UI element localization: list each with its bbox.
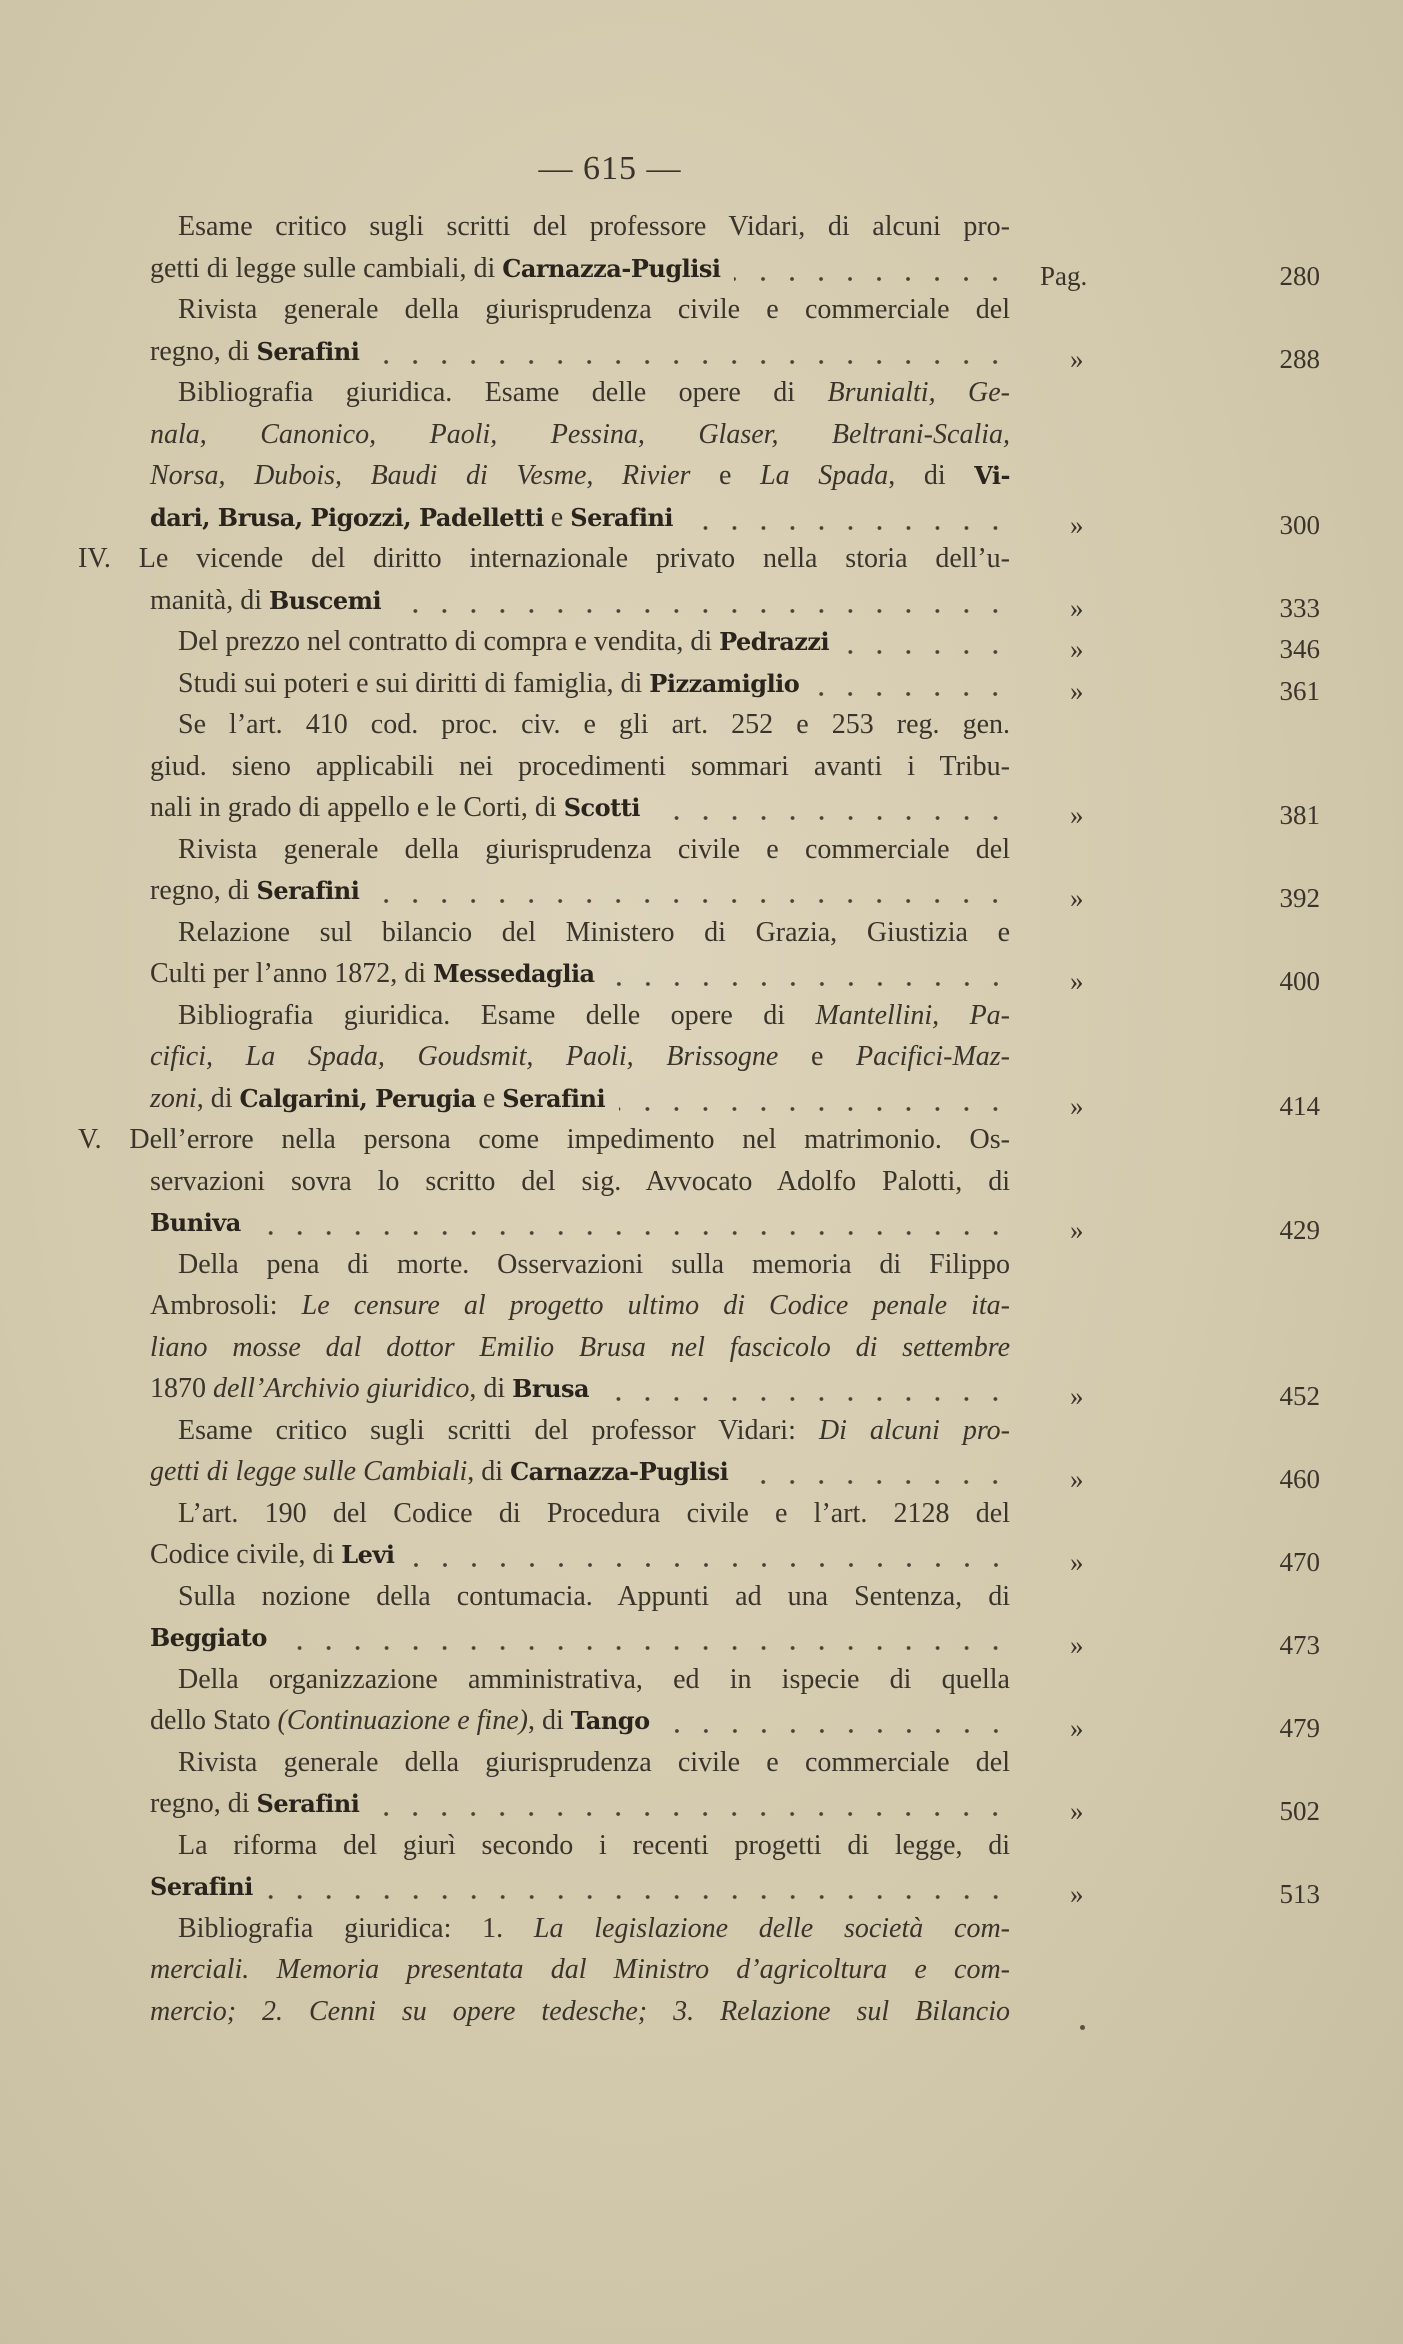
text-segment: IV. Le vicende del diritto internazionale privato nella storia dell’u-	[78, 543, 1010, 574]
toc-entry	[150, 995, 1320, 1121]
text-segment: , di	[888, 460, 975, 491]
page-reference	[1040, 878, 1320, 920]
toc-line	[150, 331, 1320, 374]
italic-title: nala, Canonico, Paoli, Pessina, Glaser, Beltrani-Scalia,	[150, 418, 1010, 450]
toc-entry	[150, 621, 1320, 664]
toc-line	[150, 1866, 1320, 1909]
text-segment: Della pena di morte. Osservazioni sulla memoria di Filippo	[178, 1248, 1010, 1280]
toc-entry	[150, 663, 1320, 706]
line-text	[150, 1036, 1010, 1078]
text-segment: servazioni sovra lo scritto del sig. Avvocato Adolfo Palotti, di	[150, 1165, 1010, 1197]
text-segment: , di	[469, 1373, 513, 1404]
toc-line	[150, 1368, 1320, 1411]
line-text	[78, 538, 1010, 580]
page-prefix: »	[1070, 1630, 1084, 1660]
page-reference	[1040, 256, 1320, 298]
toc-entry	[150, 1410, 1320, 1494]
toc-line	[78, 1119, 1010, 1161]
italic-title: Mantellini, Pa-	[815, 999, 1011, 1031]
page-number-ref: 361	[1279, 675, 1320, 706]
author-name: Beggiato	[150, 1623, 267, 1652]
toc-line	[150, 1202, 1320, 1245]
line-text	[178, 1742, 1010, 1784]
line-text	[178, 1493, 1010, 1535]
text-segment: e	[475, 1082, 503, 1114]
line-text	[150, 331, 359, 373]
page-number-ref: 429	[1279, 1215, 1320, 1245]
page-prefix: »	[1070, 343, 1084, 374]
toc-line	[150, 206, 1010, 248]
page-prefix: »	[1070, 592, 1084, 623]
page-prefix: »	[1070, 1215, 1084, 1245]
line-text	[150, 953, 595, 995]
toc-entry	[150, 1659, 1320, 1743]
page-reference	[1040, 795, 1320, 837]
line-text	[178, 1410, 1010, 1452]
text-segment: Della organizzazione amministrativa, ed in ispecie di quella	[178, 1663, 1010, 1695]
page-reference	[1040, 1542, 1320, 1584]
toc-line	[150, 870, 1320, 913]
toc-line	[150, 414, 1010, 456]
author-name: Buscemi	[268, 585, 382, 615]
italic-title: La legislazione delle società com-	[533, 1912, 1010, 1944]
line-text	[178, 1908, 1010, 1950]
dot-leader	[687, 497, 1010, 539]
line-text	[178, 206, 1010, 248]
italic-title: getti di legge sulle Cambiali	[150, 1456, 468, 1487]
toc-line	[150, 1534, 1320, 1577]
line-text	[178, 995, 1010, 1037]
text-segment: , di	[196, 1082, 240, 1114]
author-name: Levi	[341, 1540, 395, 1569]
text-segment: Rivista generale della giurisprudenza civile e commerciale del	[178, 833, 1010, 865]
text-segment: Studi sui poteri e sui diritti di famiglia, di	[178, 667, 650, 699]
page-number-ref: 392	[1279, 883, 1320, 913]
toc-line	[150, 1327, 1010, 1369]
toc-line	[150, 1244, 1010, 1286]
text-segment: manità, di	[150, 584, 269, 616]
toc-line	[150, 953, 1320, 996]
text-segment: Relazione sul bilancio del Ministero di Grazia, Giustizia e	[178, 916, 1010, 948]
toc-line	[150, 455, 1010, 497]
text-segment: , di	[467, 1456, 511, 1487]
dot-leader	[742, 1451, 1010, 1493]
dot-leader	[373, 1783, 1010, 1825]
toc-line	[150, 1161, 1010, 1203]
line-text	[150, 1700, 650, 1742]
toc-entry	[150, 704, 1320, 830]
line-text	[178, 663, 799, 705]
toc-entry	[150, 1493, 1320, 1577]
text-segment: Esame critico sugli scritti del professore Vidari, di alcuni pro-	[178, 211, 1010, 242]
toc-line	[150, 829, 1010, 871]
dot-leader	[373, 870, 1010, 912]
line-text	[150, 1451, 728, 1493]
line-text	[150, 1949, 1010, 1991]
text-segment: regno, di	[150, 1788, 257, 1819]
toc-line	[150, 621, 1320, 664]
text-segment: Ambrosoli:	[150, 1290, 302, 1321]
italic-title: La Spada	[760, 460, 889, 491]
toc-line	[150, 289, 1010, 331]
italic-title: merciali. Memoria presentata dal Ministro d’agricoltura e com-	[150, 1954, 1010, 1985]
page-prefix: »	[1070, 1796, 1084, 1826]
text-segment: giud. sieno applicabili nei procedimenti sommari avanti i Tribu-	[150, 750, 1010, 782]
toc-line	[150, 1451, 1320, 1494]
line-text	[178, 1825, 1010, 1867]
author-name: dari, Brusa, Pigozzi, Padelletti	[150, 502, 544, 532]
text-segment: regno, di	[150, 875, 257, 906]
text-segment: nali in grado di appello e le Corti, di	[150, 792, 564, 823]
page-prefix: »	[1070, 1090, 1084, 1121]
text-segment: getti di legge sulle cambiali, di	[150, 252, 503, 284]
text-segment: e	[778, 1041, 857, 1072]
toc-entry	[150, 1908, 1010, 2033]
toc-line	[150, 1908, 1010, 1950]
toc-line	[150, 1036, 1010, 1078]
page-reference	[1040, 1791, 1320, 1833]
line-text	[150, 1161, 1010, 1203]
italic-title: liano mosse dal dottor Emilio Brusa nel fascicolo di settembre	[150, 1331, 1010, 1363]
line-text	[150, 1285, 1010, 1327]
page-reference	[1040, 671, 1320, 713]
page-number-ref: 452	[1279, 1381, 1320, 1411]
author-name: Brusa	[512, 1374, 590, 1403]
toc-entry	[150, 1825, 1320, 1909]
author-name: Carnazza-Puglisi	[510, 1457, 729, 1486]
line-text	[150, 1991, 1010, 2033]
dot-leader	[267, 1866, 1010, 1908]
text-segment: e	[543, 501, 571, 533]
toc-line	[150, 1949, 1010, 1991]
page-reference	[1040, 1625, 1320, 1667]
page-number-ref: 381	[1279, 800, 1320, 830]
line-text	[150, 497, 673, 539]
page-reference	[1040, 339, 1320, 381]
page-reference	[1040, 588, 1320, 630]
italic-title: Di alcuni pro-	[818, 1414, 1010, 1446]
text-segment: Codice civile, di	[150, 1539, 342, 1570]
line-text	[150, 248, 720, 290]
toc-line	[150, 248, 1320, 291]
toc-line	[150, 497, 1320, 540]
toc-line	[150, 372, 1010, 414]
line-text	[178, 704, 1010, 746]
author-name: Scotti	[563, 793, 640, 822]
line-text	[178, 289, 1010, 331]
italic-title: Le censure al progetto ultimo di Codice penale ita-	[301, 1290, 1011, 1321]
page-reference	[1040, 1086, 1320, 1128]
page-number: — 615 —	[538, 150, 682, 187]
ink-speck	[1080, 2025, 1085, 2030]
toc-entry	[150, 372, 1320, 540]
dot-leader	[609, 953, 1010, 995]
toc-line	[150, 1078, 1320, 1121]
toc-line	[150, 1493, 1010, 1535]
dot-leader	[373, 331, 1010, 373]
page-prefix: »	[1070, 1879, 1084, 1909]
toc-entry	[150, 829, 1320, 913]
page-prefix: »	[1070, 1464, 1084, 1494]
author-name: Calgarini, Perugia	[239, 1083, 476, 1113]
dot-leader	[395, 580, 1010, 622]
toc-line	[150, 1742, 1010, 1784]
toc-line	[78, 538, 1010, 580]
italic-title: Pacifici-Maz-	[856, 1041, 1010, 1072]
italic-title: zoni	[150, 1082, 197, 1114]
line-text	[150, 1617, 267, 1659]
line-text	[178, 621, 829, 663]
page-number-ref: 479	[1279, 1713, 1320, 1743]
toc-entry	[78, 1119, 1320, 1245]
text-segment: La riforma del giurì secondo i recenti progetti di legge, di	[178, 1829, 1010, 1861]
page-prefix: »	[1070, 800, 1084, 830]
toc-line	[150, 1617, 1320, 1660]
author-name: Serafini	[256, 336, 360, 366]
text-segment: 1870	[150, 1373, 213, 1404]
author-name: Tango	[570, 1706, 650, 1735]
author-name: Serafini	[502, 1083, 606, 1113]
toc-line	[150, 663, 1320, 706]
line-text	[178, 1244, 1010, 1286]
page-number-ref: 300	[1279, 509, 1320, 540]
line-text	[150, 1783, 359, 1825]
text-segment: Rivista generale della giurisprudenza civile e commerciale del	[178, 1746, 1010, 1778]
author-name: Serafini	[570, 502, 674, 532]
page-prefix: »	[1070, 675, 1084, 706]
page-prefix: Pag.	[1040, 260, 1088, 291]
line-text	[178, 1659, 1010, 1701]
italic-title: (Continuazione e fine)	[277, 1705, 528, 1736]
text-segment: Rivista generale della giurisprudenza civile e commerciale del	[178, 294, 1010, 325]
page-number-ref: 414	[1279, 1090, 1320, 1121]
dot-leader	[409, 1534, 1010, 1576]
text-segment: Bibliografia giuridica. Esame delle opere di	[178, 999, 816, 1031]
dot-leader	[619, 1078, 1010, 1120]
line-text	[150, 787, 640, 829]
page-number-ref: 473	[1279, 1630, 1320, 1660]
text-segment: e	[690, 460, 761, 491]
text-segment: Sulla nozione della contumacia. Appunti ad una Sentenza, di	[178, 1580, 1010, 1612]
line-text	[150, 1327, 1010, 1369]
page-prefix: »	[1070, 509, 1084, 540]
dot-leader	[734, 248, 1010, 290]
italic-title: dell’Archivio giuridico	[213, 1373, 470, 1404]
author-name: Serafini	[150, 1872, 253, 1901]
dot-leader	[654, 787, 1010, 829]
page-prefix: »	[1070, 883, 1084, 913]
author-name: Pizzamiglio	[649, 668, 800, 698]
page-prefix: »	[1070, 966, 1084, 996]
toc-line	[150, 1825, 1010, 1867]
page-reference	[1040, 1210, 1320, 1252]
text-segment: Bibliografia giuridica. Esame delle opere di	[178, 377, 828, 408]
toc-entry	[150, 1244, 1320, 1411]
toc-entry	[78, 538, 1320, 623]
author-name: Buniva	[150, 1208, 241, 1237]
dot-leader	[843, 621, 1010, 663]
italic-title: mercio; 2. Cenni su opere tedesche; 3. Relazione sul Bilancio	[150, 1995, 1010, 2027]
dot-leader	[603, 1368, 1010, 1410]
line-text	[150, 414, 1010, 456]
toc-line	[150, 1991, 1010, 2033]
dot-leader	[281, 1617, 1010, 1659]
page-reference	[1040, 1459, 1320, 1501]
line-text	[150, 1202, 241, 1244]
text-segment: Del prezzo nel contratto di compra e vendita, di	[178, 626, 720, 657]
page-prefix: »	[1070, 634, 1084, 664]
line-text	[150, 1368, 589, 1410]
dot-leader	[813, 663, 1010, 705]
dot-leader	[664, 1700, 1010, 1742]
line-text	[78, 1119, 1010, 1161]
page-prefix: »	[1070, 1547, 1084, 1577]
toc-entry	[150, 912, 1320, 996]
page-prefix: »	[1070, 1381, 1084, 1411]
toc-line	[150, 1659, 1010, 1701]
line-text	[150, 580, 381, 622]
dot-leader	[255, 1202, 1010, 1244]
toc-line	[150, 912, 1010, 954]
toc-entry	[150, 1742, 1320, 1826]
author-name: Carnazza-Puglisi	[502, 253, 721, 283]
author-name: Serafini	[256, 876, 360, 905]
line-text	[178, 1576, 1010, 1618]
line-text	[150, 1078, 605, 1120]
text-segment: L’art. 190 del Codice di Procedura civile e l’art. 2128 del	[178, 1497, 1010, 1529]
page-number-ref: 513	[1279, 1879, 1320, 1909]
page-number-ref: 280	[1279, 260, 1320, 291]
page-number-ref: 288	[1279, 343, 1320, 374]
page-prefix: »	[1070, 1713, 1084, 1743]
text-segment: V. Dell’errore nella persona come impedimento nel matrimonio. Os-	[78, 1124, 1010, 1155]
author-name: Messedaglia	[433, 959, 595, 988]
toc-entry	[150, 206, 1320, 291]
toc-line	[150, 704, 1010, 746]
toc-line	[150, 746, 1010, 788]
author-name: Pedrazzi	[719, 627, 830, 656]
toc-line	[150, 1700, 1320, 1743]
toc-line	[150, 995, 1010, 1037]
toc-line	[150, 1783, 1320, 1826]
page-number-ref: 400	[1279, 966, 1320, 996]
line-text	[150, 870, 359, 912]
line-text	[150, 746, 1010, 788]
page-reference	[1040, 961, 1320, 1003]
text-segment: Se l’art. 410 cod. proc. civ. e gli art. 252 e 253 reg. gen.	[178, 709, 1010, 740]
page-number-ref: 333	[1279, 592, 1320, 623]
line-text	[150, 1534, 395, 1576]
page-number-ref: 460	[1279, 1464, 1320, 1494]
page-reference	[1040, 1708, 1320, 1750]
italic-title: cifici, La Spada, Goudsmit, Paoli, Brissogne	[150, 1041, 779, 1072]
text-segment: dello Stato	[150, 1705, 278, 1736]
page-reference	[1040, 1376, 1320, 1418]
italic-title: Brunialti, Ge-	[827, 377, 1010, 408]
line-text	[178, 829, 1010, 871]
text-segment: , di	[527, 1705, 571, 1736]
page-reference	[1040, 1874, 1320, 1916]
text-segment: Culti per l’anno 1872, di	[150, 958, 434, 989]
page-reference	[1040, 629, 1320, 671]
text-segment: regno, di	[150, 335, 257, 367]
line-text	[150, 455, 1010, 497]
page-number-ref: 346	[1279, 634, 1320, 664]
table-of-contents	[78, 206, 1320, 2032]
page-reference	[1040, 505, 1320, 547]
text-segment: Bibliografia giuridica: 1.	[178, 1912, 534, 1944]
line-text	[150, 1866, 253, 1908]
toc-line	[150, 1285, 1010, 1327]
toc-line	[150, 1576, 1010, 1618]
text-segment: Esame critico sugli scritti del professor Vidari:	[178, 1414, 819, 1446]
toc-entry	[150, 1576, 1320, 1660]
toc-entry	[150, 289, 1320, 374]
author-name: Vi-	[974, 461, 1011, 490]
toc-line	[150, 787, 1320, 830]
italic-title: Norsa, Dubois, Baudi di Vesme, Rivier	[150, 460, 691, 491]
toc-line	[150, 1410, 1010, 1452]
line-text	[178, 372, 1010, 414]
page-number-ref: 470	[1279, 1547, 1320, 1577]
line-text	[178, 912, 1010, 954]
page-number-ref: 502	[1279, 1796, 1320, 1826]
toc-line	[150, 580, 1320, 623]
author-name: Serafini	[256, 1789, 360, 1818]
